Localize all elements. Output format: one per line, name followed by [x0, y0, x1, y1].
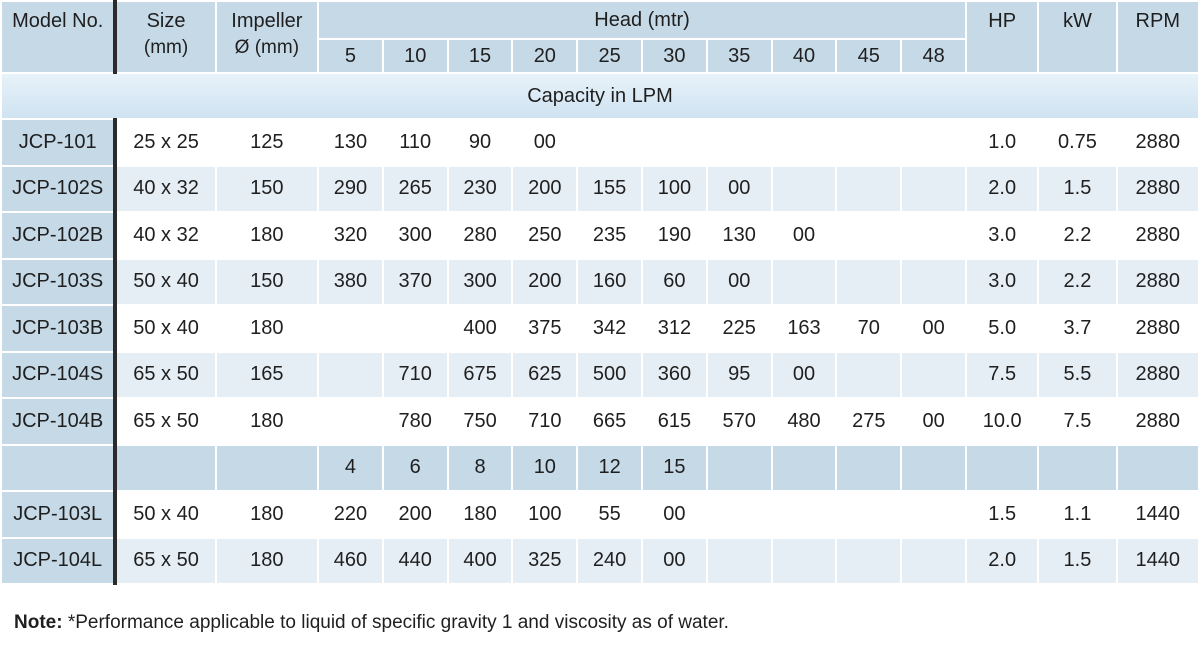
kw-cell: 1.5: [1038, 166, 1116, 213]
table-body: [1, 73, 1199, 584]
rpm-cell: 2880: [1117, 305, 1199, 352]
model-cell: JCP-102B: [1, 212, 115, 259]
model-cell: JCP-102S: [1, 166, 115, 213]
impeller-cell: 180: [216, 538, 318, 585]
header-size-unit: (mm): [143, 37, 189, 58]
capacity-cell: [772, 491, 837, 538]
capacity-cell: 230: [448, 166, 513, 213]
note-text: *Performance applicable to liquid of specific gravity 1 and viscosity as of water.: [62, 612, 729, 633]
capacity-cell: [707, 538, 772, 585]
capacity-cell: 300: [448, 259, 513, 306]
empty-cell: [1, 445, 115, 492]
kw-cell: 1.5: [1038, 538, 1116, 585]
capacity-cell: 163: [772, 305, 837, 352]
impeller-cell: 180: [216, 212, 318, 259]
capacity-cell: 710: [512, 398, 577, 445]
capacity-cell: 480: [772, 398, 837, 445]
hp-cell: 3.0: [966, 212, 1038, 259]
header-hp-label: HP: [988, 10, 1017, 32]
capacity-cell: [707, 491, 772, 538]
model-cell: JCP-104S: [1, 352, 115, 399]
table-row: [1, 259, 1199, 306]
capacity-cell: 750: [448, 398, 513, 445]
capacity-cell: 70: [836, 305, 901, 352]
capacity-cell: 290: [318, 166, 383, 213]
capacity-cell: 665: [577, 398, 642, 445]
capacity-cell: [901, 119, 966, 166]
capacity-cell: 55: [577, 491, 642, 538]
kw-cell: 2.2: [1038, 259, 1116, 306]
head-value: 8: [448, 445, 513, 492]
capacity-cell: 360: [642, 352, 707, 399]
size-cell: 65 x 50: [115, 352, 215, 399]
capacity-cell: 100: [512, 491, 577, 538]
capacity-cell: 130: [707, 212, 772, 259]
empty-cell: [115, 445, 215, 492]
head-value: 48: [901, 39, 966, 73]
head-value: 4: [318, 445, 383, 492]
table-row: [1, 352, 1199, 399]
model-cell: JCP-101: [1, 119, 115, 166]
head-value: 10: [383, 39, 448, 73]
rpm-cell: 1440: [1117, 538, 1199, 585]
capacity-cell: [836, 212, 901, 259]
header-size-label: Size: [146, 10, 186, 32]
capacity-cell: 220: [318, 491, 383, 538]
capacity-cell: [901, 352, 966, 399]
capacity-cell: 00: [642, 538, 707, 585]
size-cell: 40 x 32: [115, 166, 215, 213]
kw-cell: 7.5: [1038, 398, 1116, 445]
capacity-cell: 780: [383, 398, 448, 445]
impeller-cell: 150: [216, 166, 318, 213]
table-row: [1, 166, 1199, 213]
hp-cell: 1.5: [966, 491, 1038, 538]
hp-cell: 2.0: [966, 166, 1038, 213]
model-cell: JCP-104B: [1, 398, 115, 445]
capacity-cell: 280: [448, 212, 513, 259]
capacity-cell: [836, 352, 901, 399]
head-values-row-2: [1, 445, 1199, 492]
size-cell: 50 x 40: [115, 305, 215, 352]
capacity-cell: 312: [642, 305, 707, 352]
capacity-cell: 325: [512, 538, 577, 585]
capacity-cell: 100: [642, 166, 707, 213]
empty-cell: [966, 445, 1038, 492]
capacity-cell: [642, 119, 707, 166]
capacity-cell: [836, 119, 901, 166]
capacity-cell: [836, 491, 901, 538]
model-cell: JCP-103L: [1, 491, 115, 538]
capacity-cell: [836, 538, 901, 585]
capacity-cell: 400: [448, 538, 513, 585]
rpm-cell: 2880: [1117, 259, 1199, 306]
capacity-cell: 320: [318, 212, 383, 259]
capacity-cell: [318, 305, 383, 352]
capacity-cell: 160: [577, 259, 642, 306]
capacity-cell: 200: [512, 166, 577, 213]
size-cell: 25 x 25: [115, 119, 215, 166]
capacity-cell: 200: [512, 259, 577, 306]
capacity-cell: [318, 398, 383, 445]
capacity-cell: 625: [512, 352, 577, 399]
capacity-cell: [772, 119, 837, 166]
rpm-cell: 2880: [1117, 212, 1199, 259]
capacity-cell: 60: [642, 259, 707, 306]
header-model: [1, 1, 115, 73]
kw-cell: 2.2: [1038, 212, 1116, 259]
capacity-cell: 155: [577, 166, 642, 213]
capacity-cell: [901, 491, 966, 538]
capacity-cell: 225: [707, 305, 772, 352]
head-value: [772, 445, 837, 492]
header-impeller-label: Impeller: [231, 10, 303, 32]
capacity-cell: 440: [383, 538, 448, 585]
kw-cell: 5.5: [1038, 352, 1116, 399]
header-head-unit: (mtr): [647, 8, 690, 31]
capacity-cell: 00: [707, 259, 772, 306]
size-cell: 65 x 50: [115, 538, 215, 585]
head-value: 5: [318, 39, 383, 73]
empty-cell: [1038, 445, 1116, 492]
capacity-cell: 250: [512, 212, 577, 259]
capacity-cell: 300: [383, 212, 448, 259]
head-value: [707, 445, 772, 492]
capacity-cell: 235: [577, 212, 642, 259]
impeller-cell: 165: [216, 352, 318, 399]
capacity-cell: 180: [448, 491, 513, 538]
impeller-cell: 125: [216, 119, 318, 166]
capacity-cell: [836, 259, 901, 306]
head-value: [836, 445, 901, 492]
table-row: [1, 212, 1199, 259]
capacity-cell: 370: [383, 259, 448, 306]
table-row: [1, 119, 1199, 166]
size-cell: 40 x 32: [115, 212, 215, 259]
capacity-cell: 380: [318, 259, 383, 306]
capacity-cell: [901, 166, 966, 213]
capacity-cell: 460: [318, 538, 383, 585]
capacity-cell: 615: [642, 398, 707, 445]
capacity-cell: 342: [577, 305, 642, 352]
rpm-cell: 1440: [1117, 491, 1199, 538]
head-value: 10: [512, 445, 577, 492]
head-value: 15: [642, 445, 707, 492]
capacity-cell: 00: [901, 305, 966, 352]
capacity-cell: 240: [577, 538, 642, 585]
model-cell: JCP-104L: [1, 538, 115, 585]
head-value: 25: [577, 39, 642, 73]
capacity-cell: 200: [383, 491, 448, 538]
head-value: 45: [836, 39, 901, 73]
head-value: [901, 445, 966, 492]
capacity-cell: [901, 259, 966, 306]
capacity-cell: [577, 119, 642, 166]
head-value: 40: [772, 39, 837, 73]
table-row: [1, 538, 1199, 585]
capacity-cell: 500: [577, 352, 642, 399]
table-row: [1, 305, 1199, 352]
capacity-cell: [901, 538, 966, 585]
size-cell: 50 x 40: [115, 259, 215, 306]
header-rpm-label: RPM: [1135, 10, 1180, 32]
rpm-cell: 2880: [1117, 166, 1199, 213]
impeller-cell: 180: [216, 305, 318, 352]
impeller-cell: 150: [216, 259, 318, 306]
note-label: Note:: [14, 612, 63, 633]
header-head-label: Head: [594, 8, 643, 31]
hp-cell: 10.0: [966, 398, 1038, 445]
rpm-cell: 2880: [1117, 398, 1199, 445]
head-value: 20: [512, 39, 577, 73]
head-value: 30: [642, 39, 707, 73]
impeller-cell: 180: [216, 491, 318, 538]
capacity-cell: 190: [642, 212, 707, 259]
head-value: 12: [577, 445, 642, 492]
table-row: [1, 491, 1199, 538]
empty-cell: [1117, 445, 1199, 492]
header-impeller: [216, 1, 318, 73]
rpm-cell: 2880: [1117, 119, 1199, 166]
capacity-cell: [772, 538, 837, 585]
header-size: [115, 1, 215, 73]
header-rpm: [1117, 1, 1199, 73]
hp-cell: 7.5: [966, 352, 1038, 399]
capacity-cell: [772, 166, 837, 213]
hp-cell: 1.0: [966, 119, 1038, 166]
capacity-cell: [836, 166, 901, 213]
table-row: [1, 398, 1199, 445]
hp-cell: 2.0: [966, 538, 1038, 585]
header-hp: [966, 1, 1038, 73]
header-kw-label: kW: [1062, 10, 1092, 32]
rpm-cell: 2880: [1117, 352, 1199, 399]
capacity-cell: [772, 259, 837, 306]
header-head: [318, 1, 966, 39]
capacity-cell: 265: [383, 166, 448, 213]
model-cell: JCP-103S: [1, 259, 115, 306]
kw-cell: 1.1: [1038, 491, 1116, 538]
capacity-cell: [383, 305, 448, 352]
hp-cell: 5.0: [966, 305, 1038, 352]
capacity-cell: 130: [318, 119, 383, 166]
size-cell: 50 x 40: [115, 491, 215, 538]
capacity-cell: 00: [772, 352, 837, 399]
capacity-cell: 95: [707, 352, 772, 399]
capacity-cell: 400: [448, 305, 513, 352]
capacity-cell: 00: [642, 491, 707, 538]
header-kw: [1038, 1, 1116, 73]
head-value: 35: [707, 39, 772, 73]
impeller-cell: 180: [216, 398, 318, 445]
capacity-cell: 275: [836, 398, 901, 445]
capacity-cell: 00: [707, 166, 772, 213]
empty-cell: [216, 445, 318, 492]
head-value: 6: [383, 445, 448, 492]
footnote: [14, 612, 729, 634]
kw-cell: 0.75: [1038, 119, 1116, 166]
hp-cell: 3.0: [966, 259, 1038, 306]
model-cell: JCP-103B: [1, 305, 115, 352]
capacity-cell: [318, 352, 383, 399]
capacity-cell: [901, 212, 966, 259]
capacity-cell: 110: [383, 119, 448, 166]
capacity-cell: 00: [772, 212, 837, 259]
capacity-cell: 710: [383, 352, 448, 399]
kw-cell: 3.7: [1038, 305, 1116, 352]
capacity-cell: 375: [512, 305, 577, 352]
capacity-cell: 00: [512, 119, 577, 166]
capacity-cell: 675: [448, 352, 513, 399]
capacity-label: Capacity in LPM: [1, 73, 1199, 119]
capacity-cell: [707, 119, 772, 166]
header-model-label: Model No.: [12, 10, 104, 32]
head-value: 15: [448, 39, 513, 73]
header-impeller-unit: Ø (mm): [234, 37, 300, 58]
capacity-cell: 90: [448, 119, 513, 166]
capacity-cell: 00: [901, 398, 966, 445]
capacity-banner-row: [1, 73, 1199, 119]
size-cell: 65 x 50: [115, 398, 215, 445]
capacity-cell: 570: [707, 398, 772, 445]
